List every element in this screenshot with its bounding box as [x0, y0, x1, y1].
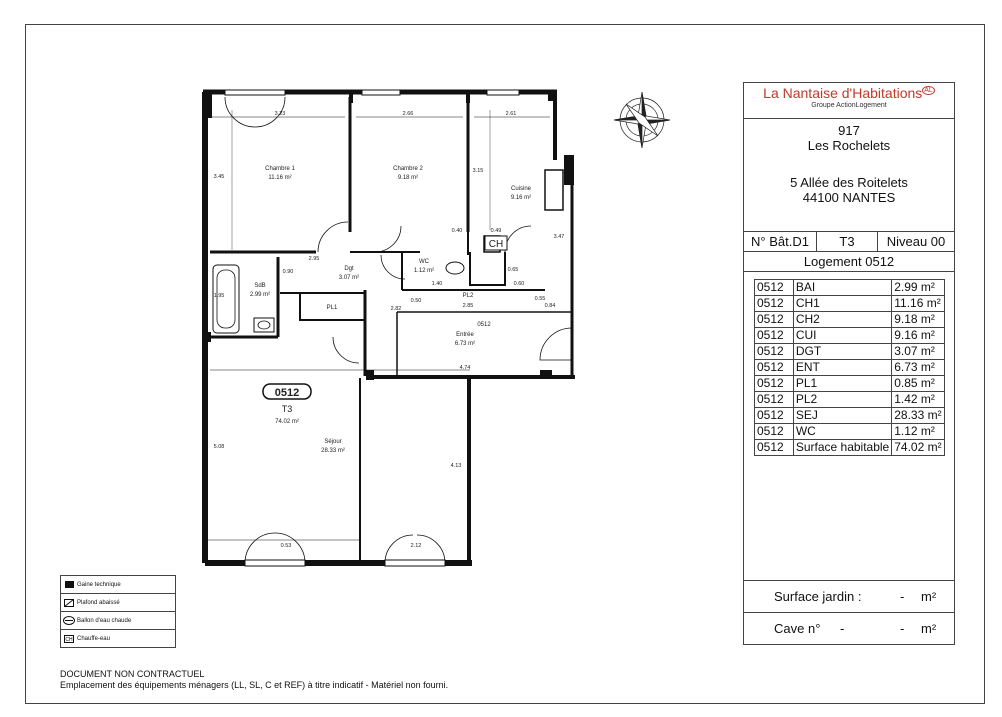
- room-code-entree: 0512: [477, 322, 491, 328]
- unit-type: T3: [281, 404, 293, 414]
- legend-item: [61, 630, 175, 647]
- dimension-label: 2.85: [462, 303, 474, 309]
- room-table-row: [755, 344, 945, 360]
- dimension-label: 2.66: [402, 111, 414, 117]
- dimension-label: 0.60: [513, 281, 525, 287]
- dimension-label: 0.40: [451, 228, 463, 234]
- room-area-cui: 9.16 m²: [510, 195, 532, 201]
- dimension-label: 3.15: [472, 168, 484, 174]
- room-name: CH2: [793, 312, 891, 328]
- brand-name: La Nantaise d'Habitations: [763, 85, 923, 101]
- unit-area: 74.02 m²: [275, 419, 299, 425]
- door-swing: [333, 337, 359, 363]
- room-name-wc: WC: [419, 259, 429, 265]
- window: [385, 560, 445, 566]
- garden-label: Surface jardin :: [774, 589, 862, 604]
- interior-wall: [280, 293, 365, 320]
- room-code: 0512: [755, 360, 794, 376]
- garden-row: [744, 580, 954, 613]
- window: [487, 90, 519, 95]
- room-name: BAI: [793, 280, 891, 296]
- room-area: 9.16 m²: [892, 328, 945, 344]
- interior-wall: [470, 252, 505, 285]
- dimension-label: 0.84: [544, 303, 556, 309]
- gaine-technique: [466, 93, 470, 103]
- room-code: 0512: [755, 440, 794, 456]
- room-name-ch2: Chambre 2: [393, 166, 423, 172]
- room-name-cui: Cuisine: [510, 186, 532, 192]
- room-area: 0.85 m²: [892, 376, 945, 392]
- cave-unit: m²: [921, 621, 937, 636]
- room-code: 0512: [755, 312, 794, 328]
- sink: [254, 318, 274, 332]
- address-line2: 44100 NANTES: [802, 190, 896, 205]
- room-area: 9.18 m²: [892, 312, 945, 328]
- toilet: [446, 262, 464, 274]
- building-row: [744, 232, 954, 252]
- dimension-label: 0.65: [507, 267, 519, 273]
- legend-label: Plafond abaissé: [77, 599, 120, 606]
- level: Niveau 00: [886, 234, 946, 249]
- room-area-sdb: 2.99 m²: [249, 292, 271, 298]
- gaine-technique: [206, 332, 211, 342]
- address-line1: 5 Allée des Roitelets: [790, 175, 908, 190]
- ch-label: CH: [488, 239, 504, 250]
- brand-header: [744, 83, 954, 119]
- room-code: 0512: [755, 280, 794, 296]
- gaine-technique: [540, 370, 552, 378]
- interior-wall: [545, 170, 563, 210]
- room-code: 0512: [755, 408, 794, 424]
- dimension-label: 2.12: [410, 543, 422, 549]
- room-code: 0512: [755, 376, 794, 392]
- room-name-pl2: PL2: [462, 293, 474, 299]
- door-swing: [375, 226, 401, 252]
- room-table-row: [755, 392, 945, 408]
- disclaimer-text: Emplacement des équipements ménagers (LL, SL, C et REF) à titre indicatif - Matériel non fourni.: [60, 680, 449, 690]
- legend: [60, 575, 176, 648]
- room-code: 0512: [755, 296, 794, 312]
- room-area: 2.99 m²: [892, 280, 945, 296]
- room-code: 0512: [755, 344, 794, 360]
- cave-row: [744, 612, 954, 645]
- gaine-technique: [564, 155, 574, 185]
- disclaimer: [60, 669, 448, 691]
- room-table-row: [755, 312, 945, 328]
- room-code: 0512: [755, 328, 794, 344]
- room-table-row: [755, 376, 945, 392]
- room-area: 1.12 m²: [892, 424, 945, 440]
- room-name: CUI: [793, 328, 891, 344]
- legend-item: [61, 612, 175, 630]
- room-area-dgt: 3.07 m²: [338, 275, 360, 281]
- room-area: 28.33 m²: [892, 408, 945, 424]
- water-heater-icon: [63, 616, 75, 625]
- room-name: Surface habitable: [793, 440, 891, 456]
- room-area-wc: 1.12 m²: [413, 268, 435, 274]
- dimension-label: 0.55: [534, 296, 546, 302]
- door-swing: [385, 535, 413, 563]
- dimension-label: 3.45: [213, 174, 225, 180]
- room-table-row: [755, 360, 945, 376]
- dimension-label: 1.95: [213, 293, 225, 299]
- dimension-label: 2.61: [505, 111, 517, 117]
- room-code: 0512: [755, 392, 794, 408]
- cave-number: -: [840, 621, 845, 636]
- room-name-ch1: Chambre 1: [265, 166, 295, 172]
- building-number: N° Bât.D1: [744, 232, 817, 251]
- room-name-dgt: Dgt: [344, 266, 354, 272]
- room-area-sejour: 28.33 m²: [321, 448, 345, 454]
- info-panel: [743, 82, 955, 645]
- dimension-label: 1.40: [431, 281, 443, 287]
- garden-unit: m²: [921, 589, 937, 604]
- dimension-label: 4.74: [459, 365, 471, 371]
- legend-item: [61, 594, 175, 612]
- window: [362, 90, 400, 95]
- legend-item: [61, 576, 175, 594]
- window: [245, 560, 305, 566]
- disclaimer-title: DOCUMENT NON CONTRACTUEL: [60, 669, 205, 679]
- dimension-label: 3.23: [274, 111, 286, 117]
- dimension-label: 3.47: [553, 234, 565, 240]
- door-swing: [505, 226, 531, 252]
- dimension-label: 0.53: [280, 543, 292, 549]
- black-square-icon: [65, 581, 74, 588]
- garden-value: -: [900, 589, 905, 604]
- gaine-technique: [366, 370, 374, 380]
- room-area: 74.02 m²: [892, 440, 945, 456]
- legend-label: Ballon d'eau chaude: [77, 617, 132, 624]
- brand-badge: AL: [924, 87, 933, 95]
- unit-badge-label: 0512: [274, 387, 300, 399]
- room-name: ENT: [793, 360, 891, 376]
- room-name: DGT: [793, 344, 891, 360]
- door-swing: [417, 535, 445, 563]
- room-code: 0512: [755, 424, 794, 440]
- room-area-entree: 6.73 m²: [454, 341, 476, 347]
- apartment-type: T3: [817, 232, 878, 251]
- dimension-label: 4.13: [450, 463, 462, 469]
- program-name: Les Rochelets: [807, 138, 891, 153]
- legend-label: Gaine technique: [77, 581, 121, 588]
- gaine-technique: [349, 93, 353, 103]
- dimension-label: 0.90: [282, 269, 294, 275]
- room-area: 3.07 m²: [892, 344, 945, 360]
- window: [225, 90, 285, 95]
- room-name-sdb: SdB: [254, 283, 266, 289]
- room-name: SEJ: [793, 408, 891, 424]
- room-name-sejour: Séjour: [324, 439, 342, 445]
- room-name: CH1: [793, 296, 891, 312]
- cave-label: Cave n°: [774, 621, 821, 636]
- room-area-ch1: 11.16 m²: [268, 175, 292, 181]
- ch-box-icon: [64, 635, 74, 643]
- program-number: 917: [838, 123, 860, 138]
- room-table-row: [755, 328, 945, 344]
- room-name: PL1: [793, 376, 891, 392]
- door-swing: [245, 533, 275, 563]
- room-name-pl1: PL1: [326, 305, 338, 311]
- room-area: 11.16 m²: [892, 296, 945, 312]
- svg-text:CH: CH: [65, 636, 73, 643]
- cave-value: -: [900, 621, 905, 636]
- gaine-technique: [206, 93, 212, 118]
- room-table-row: [755, 408, 945, 424]
- door-swing: [318, 222, 348, 252]
- compass-rose-icon: [614, 92, 670, 148]
- dimension-label: 2.82: [390, 306, 402, 312]
- room-table-row: [755, 280, 945, 296]
- room-area: 1.42 m²: [892, 392, 945, 408]
- legend-label: Chauffe-eau: [77, 635, 110, 642]
- bathtub-inner: [217, 270, 235, 328]
- dimension-label: 2.95: [308, 256, 320, 262]
- room-table-row: [755, 440, 945, 456]
- room-table-row: [755, 424, 945, 440]
- room-table: [754, 279, 945, 456]
- dimension-label: 0.50: [410, 298, 422, 304]
- address-block: [744, 119, 954, 232]
- diagonal-square-icon: [64, 599, 74, 607]
- gaine-technique: [548, 93, 557, 101]
- door-swing: [540, 328, 572, 360]
- brand-sub: Groupe ActionLogement: [811, 102, 887, 109]
- dimension-label: 5.08: [213, 444, 225, 450]
- dimension-label: 0.49: [490, 228, 502, 234]
- room-name: WC: [793, 424, 891, 440]
- logement-label: Logement 0512: [744, 252, 954, 272]
- room-name: PL2: [793, 392, 891, 408]
- door-swing: [225, 97, 255, 127]
- room-area: 6.73 m²: [892, 360, 945, 376]
- room-name-entree: Entrée: [456, 332, 474, 338]
- sink-bowl: [258, 321, 270, 329]
- room-area-ch2: 9.18 m²: [397, 175, 419, 181]
- room-table-row: [755, 296, 945, 312]
